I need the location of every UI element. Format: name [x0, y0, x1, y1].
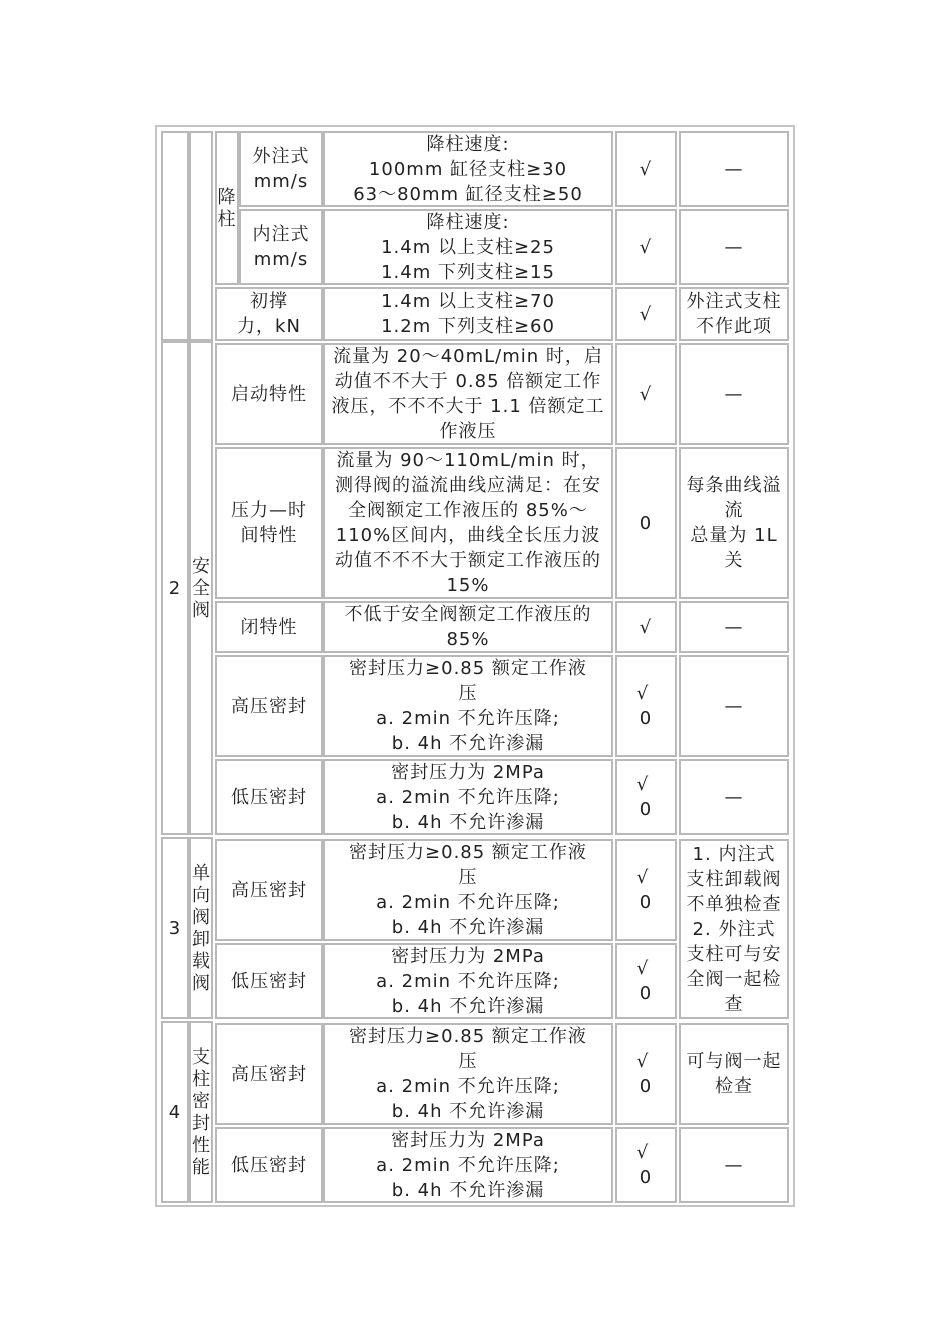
r2-close-note: — [679, 601, 789, 653]
int-label-cell: 内注式 mm/s [239, 209, 323, 285]
row1-num-cell [161, 131, 189, 341]
check-mark: √ [636, 683, 650, 704]
r2-close-label: 闭特性 [215, 601, 323, 653]
row3-num-cell: 3 [161, 837, 189, 1019]
check-mark: √ [639, 158, 653, 180]
r4-high-label: 高压密封 [215, 1023, 323, 1125]
spec-table [155, 125, 795, 1207]
row1-subgroup-cell [215, 131, 239, 285]
ext-label-cell: 外注式 mm/s [239, 131, 323, 207]
r3-low-label: 低压密封 [215, 943, 323, 1019]
r3-low-check: √ 0 [615, 943, 677, 1019]
check-mark: √ [639, 616, 653, 638]
r2-close-req: 不低于安全阀额定工作液压的 85% [323, 601, 613, 653]
r3-high-req: 密封压力≥0.85 额定工作液 压 a. 2min 不允许压降; b. 4h 不允许渗漏 [323, 839, 613, 941]
check-mark: √ [639, 303, 653, 325]
int-req-cell: 降柱速度: 1.4m 以上支柱≥25 1.4m 下列支柱≥15 [323, 209, 613, 285]
check-mark: √ [636, 1051, 650, 1072]
vertical-group-label: 单向阀卸载阀 [192, 863, 211, 994]
ext-check-cell [615, 131, 677, 207]
r2-pt-req: 流量为 90～110mL/min 时，测得阀的溢流曲线应满足：在安全阀额定工作液压的 85%～110%区间内，曲线全长压力波动值不不不大于额定工作液压的 15% [323, 447, 613, 599]
check-mark: √ [636, 958, 650, 979]
r2-low-check: √ 0 [615, 759, 677, 835]
init-check-cell [615, 287, 677, 341]
r2-high-label: 高压密封 [215, 655, 323, 757]
r2-low-req: 密封压力为 2MPa a. 2min 不允许压降; b. 4h 不允许渗漏 [323, 759, 613, 835]
r4-low-req: 密封压力为 2MPa a. 2min 不允许压降; b. 4h 不允许渗漏 [323, 1127, 613, 1203]
r3-high-label: 高压密封 [215, 839, 323, 941]
row3-group-cell [189, 837, 213, 1019]
r2-start-req: 流量为 20～40mL/min 时，启动值不不大于 0.85 倍额定工作液压，不不不大于 1.1 倍额定工作液压 [323, 343, 613, 445]
init-label-cell: 初撑 力，kN [215, 287, 323, 341]
r2-low-note: — [679, 759, 789, 835]
r2-low-label: 低压密封 [215, 759, 323, 835]
r2-pt-check: 0 [615, 447, 677, 599]
row4-group-cell [189, 1021, 213, 1203]
r2-high-check: √ 0 [615, 655, 677, 757]
vertical-group-label: 安全阀 [192, 556, 211, 621]
check-mark: √ [636, 774, 650, 795]
r2-close-check [615, 601, 677, 653]
r3-high-check: √ 0 [615, 839, 677, 941]
check-mark: √ [639, 383, 653, 405]
r4-low-note: — [679, 1127, 789, 1203]
check-mark: √ [636, 867, 650, 888]
row1-group-cell [189, 131, 213, 341]
r3-note: 1. 内注式 支柱卸载阀 不单独检查 2. 外注式 支柱可与安 全阀一起检 查 [679, 839, 789, 1019]
row4-num-cell: 4 [161, 1021, 189, 1203]
init-note-cell: 外注式支柱 不作此项 [679, 287, 789, 341]
ext-req-cell: 降柱速度: 100mm 缸径支柱≥30 63～80mm 缸径支柱≥50 [323, 131, 613, 207]
row2-num-cell: 2 [161, 341, 189, 835]
int-check-cell [615, 209, 677, 285]
r2-high-note: — [679, 655, 789, 757]
r2-pt-note: 每条曲线溢 流 总量为 1L 关 [679, 447, 789, 599]
ext-note-cell: — [679, 131, 789, 207]
r2-start-note: — [679, 343, 789, 445]
check-mark: √ [636, 1142, 650, 1163]
r4-high-note: 可与阀一起 检查 [679, 1023, 789, 1125]
r2-start-check [615, 343, 677, 445]
r3-low-req: 密封压力为 2MPa a. 2min 不允许压降; b. 4h 不允许渗漏 [323, 943, 613, 1019]
r2-start-label: 启动特性 [215, 343, 323, 445]
r2-high-req: 密封压力≥0.85 额定工作液 压 a. 2min 不允许压降; b. 4h 不允许渗漏 [323, 655, 613, 757]
init-req-cell: 1.4m 以上支柱≥70 1.2m 下列支柱≥60 [323, 287, 613, 341]
check-mark: √ [639, 236, 653, 258]
r4-high-req: 密封压力≥0.85 额定工作液 压 a. 2min 不允许压降; b. 4h 不允许渗漏 [323, 1023, 613, 1125]
vertical-group-label: 支柱密封性能 [192, 1047, 211, 1178]
r4-low-label: 低压密封 [215, 1127, 323, 1203]
r4-high-check: √ 0 [615, 1023, 677, 1125]
r2-pt-label: 压力—时 间特性 [215, 447, 323, 599]
r4-low-check: √ 0 [615, 1127, 677, 1203]
row2-group-cell [189, 341, 213, 835]
subgroup-char: 降柱 [217, 187, 237, 230]
int-note-cell: — [679, 209, 789, 285]
